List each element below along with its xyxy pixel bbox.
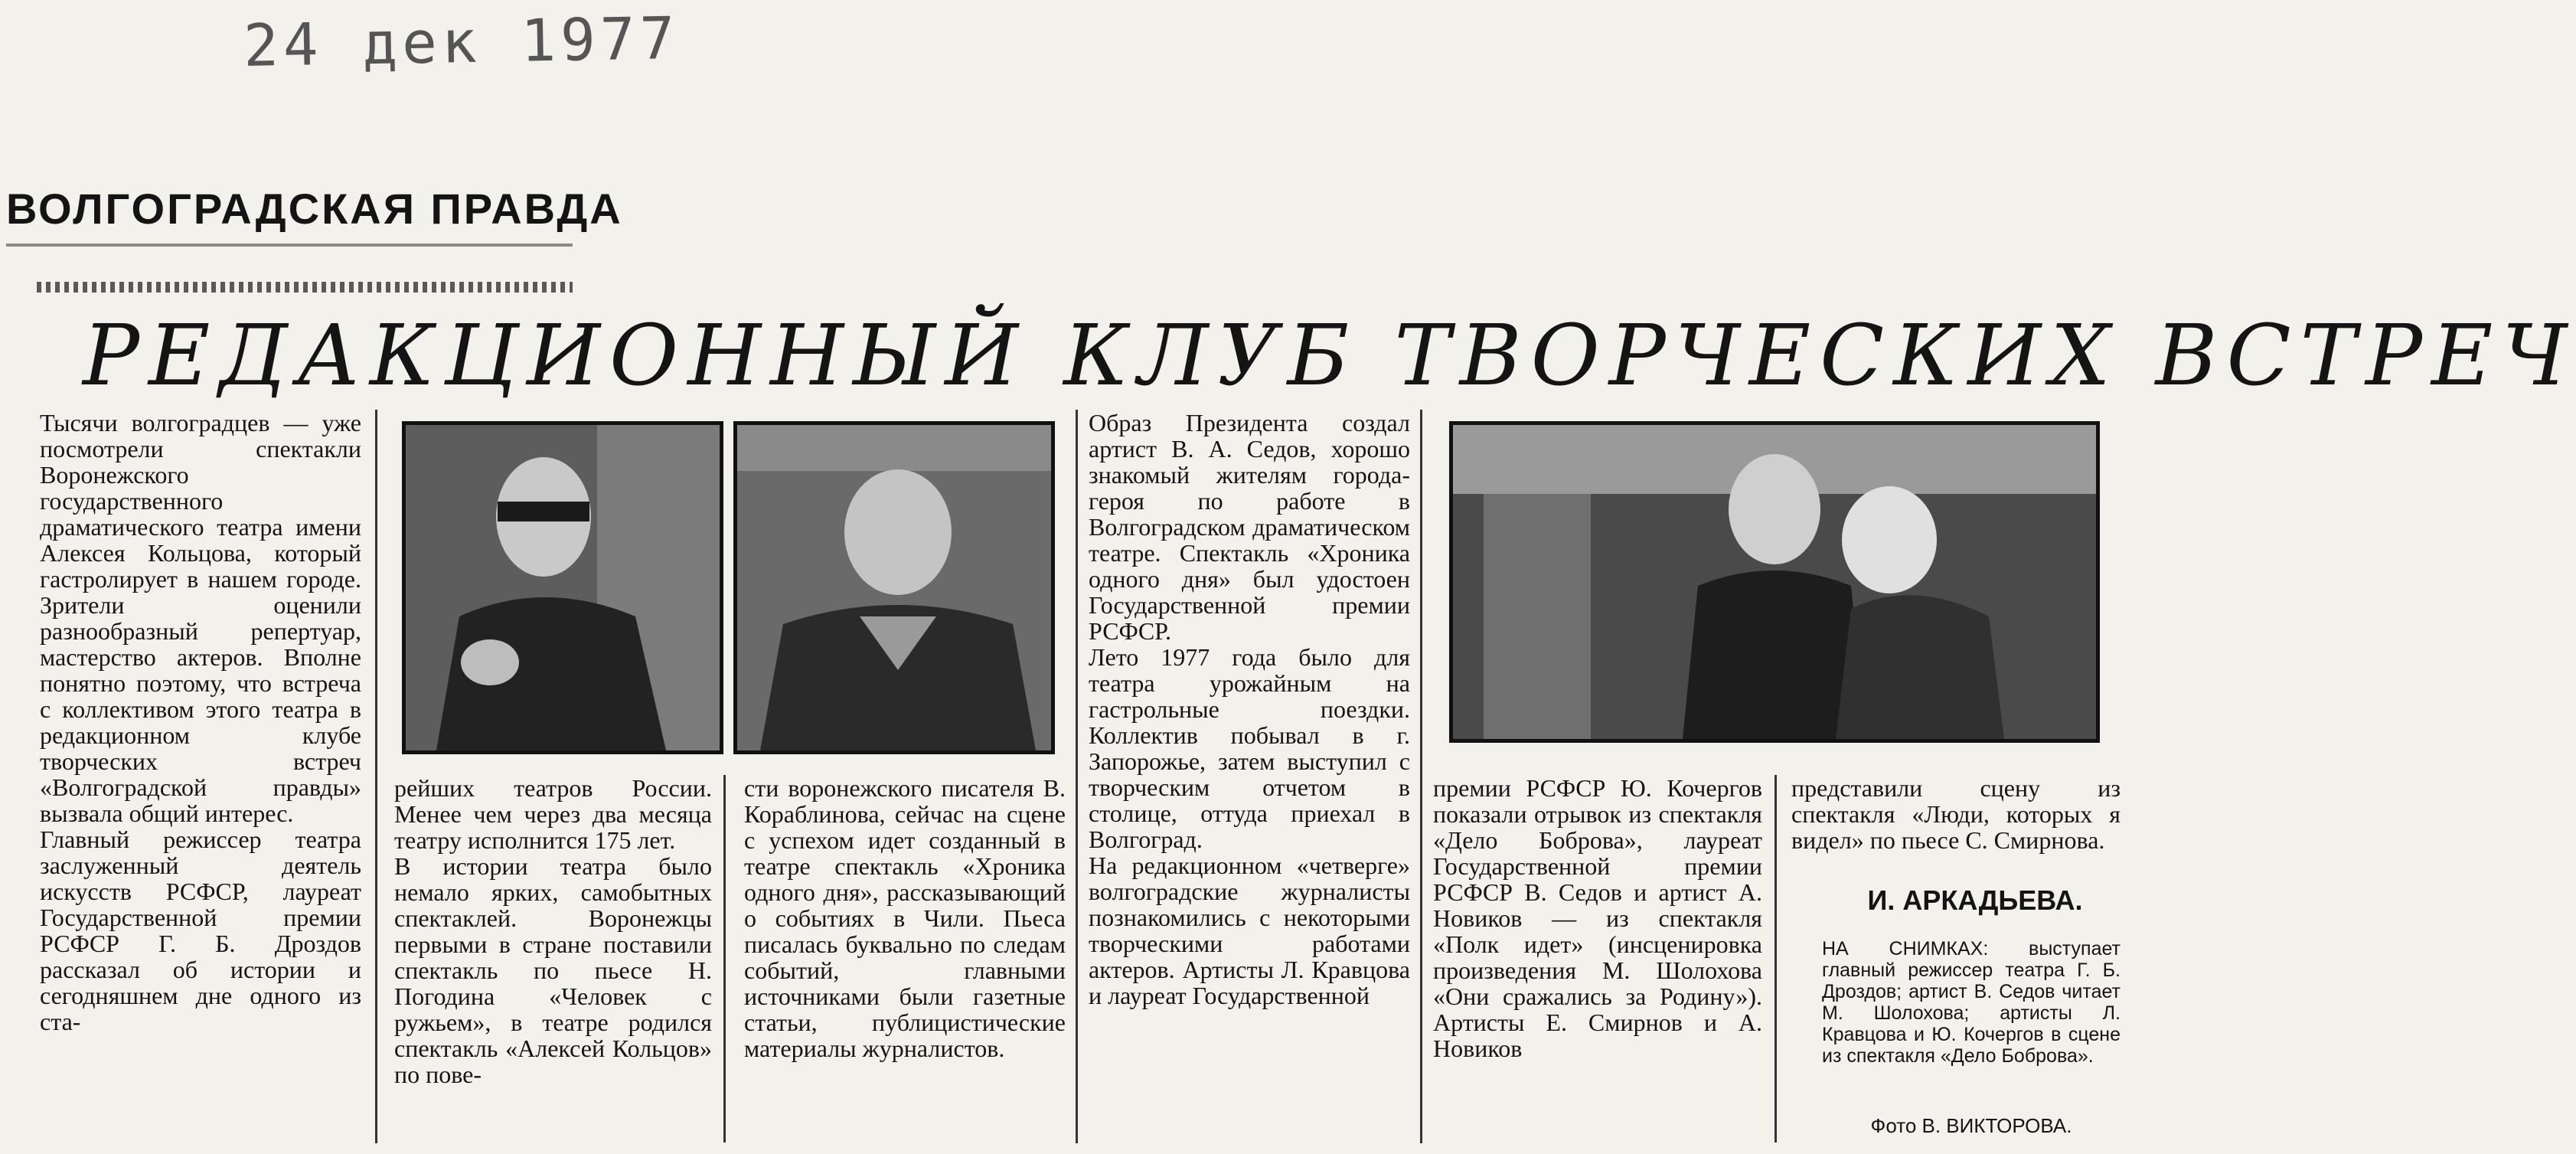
photo-actor-reading [733,421,1055,754]
date-stamp: 24 дек 1977 [243,4,681,80]
author-byline: И. АРКАДЬЕВА. [1867,884,2083,916]
column-divider [1774,775,1777,1143]
masthead-rule [6,244,573,247]
article-column-1: Тысячи волгоградцев — уже посмотрели спектакли Воронежского государственного драматического театра имени Алексея Кольцова, который гастролирует в нашем городе. Зрители оценили разнообразный репертуар, мастерство актеров. Вполне понятно поэтому, что встреча с коллективом этого театра в редакционном клубе творческих встреч «Волгоградской правды» вызвала общий интерес. Главный режиссер театра заслуженный деятель искусств РСФСР, лауреат Государственной премии РСФСР Г. Б. Дроздов рассказал об истории и сегодняшнем дне одного из ста- [40,409,361,1035]
column-divider [1076,410,1078,1143]
photo-scene-delo-bobrova [1449,421,2100,743]
photo-credit: Фото В. ВИКТОРОВА. [1870,1114,2072,1137]
decorative-wavy-rule [37,282,573,293]
article-column-3: сти воронежского писателя В. Кораблинова, сейчас на сцене с успехом идет созданный в театре спектакль «Хроника одного дня», рассказывающий о событиях в Чили. Пьеса писалась буквально по следам событий, главными источниками были газетные статьи, публицистические материалы журналистов. [744,774,1066,1062]
column-divider [375,410,377,1143]
article-column-6: представили сцену из спектакля «Люди, которых я видел» по пьесе С. Смирнова. [1791,774,2121,854]
article-column-4: Образ Президента создал артист В. А. Седов, хорошо знакомый жителям города-героя по работе в Волгоградском драматическом театре. Спектакль «Хроника одного дня» был удостоен Государственной премии РСФСР. Лето 1977 года было для театра урожайным на гастрольные поездки. Коллектив побывал в г. Запорожье, затем выступил с творческим отчетом в столице, оттуда приехал в Волгоград. На редакционном «четверге» волгоградские журналисты познакомились с некоторыми творческими работами актеров. Артисты Л. Кравцова и лауреат Государственной [1089,409,1410,1009]
newspaper-masthead: ВОЛГОГРАДСКАЯ ПРАВДА [6,185,623,233]
article-column-5: премии РСФСР Ю. Кочергов показали отрывок из спектакля «Дело Боброва», лауреат Государственной премии РСФСР В. Седов и артист А. Новиков — из спектакля «Полк идет» (инсценировка произведения М. Шолохова «Они сражались за Родину»). Артисты Е. Смирнов и А. Новиков [1433,774,1762,1062]
photo-caption: НА СНИМКАХ: выступает главный режиссер театра Г. Б. Дроздов; артист В. Седов читает М. Шолохова; артисты Л. Кравцова и Ю. Кочергов в сцене из спектакля «Дело Боброва». [1822,938,2121,1067]
article-headline: РЕДАКЦИОННЫЙ КЛУБ ТВОРЧЕСКИХ ВСТРЕЧ [83,306,2576,404]
column-divider [723,775,726,1143]
article-column-2: рейших театров России. Менее чем через два месяца театру исполнится 175 лет. В истории театра было немало ярких, самобытных спектаклей. Воронежцы первыми в стране поставили спектакль по пьесе Н. Погодина «Человек с ружьем», в театре родился спектакль «Алексей Кольцов» по пове- [394,774,712,1088]
photo-director-speaking [402,421,723,754]
column-divider [1420,410,1422,1143]
